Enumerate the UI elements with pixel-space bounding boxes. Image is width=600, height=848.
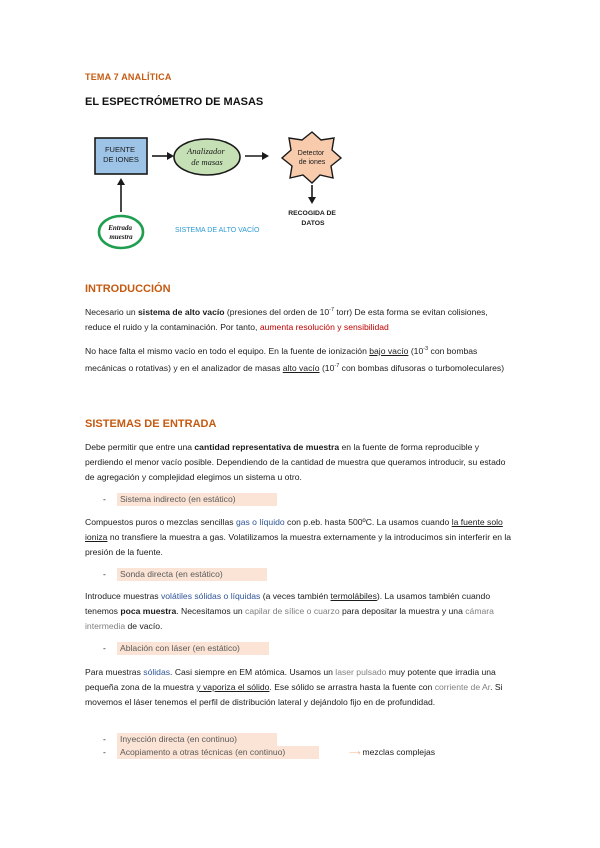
svg-text:RECOGIDA DE DATOS [288,210,338,227]
svg-text:Analizador de masas [186,146,227,167]
course-label: TEMA 7 ANALÍTICA [85,72,172,82]
intro-paragraph-2: No hace falta el mismo vacío en todo el equipo. En la fuente de ionización bajo vacío ($10^{-3}$ con bombas mecánicas o rotativas) y en el analizador de masas alto vacío ($10^{-7}$ con bombas difusoras o turbomoleculares) [85,346,505,373]
mezclas-note: ⟶ mezclas complejas [349,747,436,757]
detector-label-2: de iones [298,159,326,166]
entrada-circle [99,216,143,248]
sistemas-paragraph-2: Compuestos puros o mezclas sencillas gas o líquido con p.eb. hasta 500ºC. La usamos cuando la fuente solo ioniza no transfiere la muestra a gas. Volatilizamos la muestra externamente y la introducimos sin interferir en la presión de la fuente. [85,517,512,557]
intro-paragraph-1: Necesario un sistema de alto vacío (presiones del orden de $10^{-7}$ torr) De esta forma se evitan colisiones, reduce el ruido y la contaminación. Por tanto, aumenta resolución y sensibilidad [85,307,488,332]
highlight-red-text: aumenta resolución y sensibilidad [259,322,389,332]
entrada-label-1: Entrada [108,224,132,232]
fuente-label-2: DE IONES [103,155,139,164]
analizador-label-1: Analizador [187,146,225,156]
fuente-label-1: FUENTE [104,145,135,154]
detector-star [282,132,341,183]
list-item: - Sonda directa (en estático) [103,568,267,581]
page-title: EL ESPECTRÓMETRO DE MASAS [85,96,264,108]
heading-sistemas-entrada: SISTEMAS DE ENTRADA [85,418,217,430]
sistemas-paragraph-1: Debe permitir que entre una cantidad representativa de muestra en la fuente de forma reproducible y perdiendo el menor vacío posible. Dependiendo de la cantidad de muestra que queramos introducir, su estado de agregación y complejidad elegimos un sistema u otro. [85,442,506,482]
vacio-label: SISTEMA DE ALTO VACÍO [175,227,260,234]
arrow-icon: ⟶ [349,748,361,757]
entrada-label-2: muestra [109,233,133,241]
list-item: - Acopiamento a otras técnicas (en continuo) ⟶ mezclas complejas [103,747,436,757]
detector-label-1: Detector [297,150,325,157]
svg-text:FUENTE DE IONES [103,145,139,164]
sistemas-paragraph-3: Introduce muestras volátiles sólidas o líquidas (a veces también termolábiles). La usamos también cuando tenemos poca muestra. Necesitamos un capilar de sílice o cuarzo para depositar la muestra y una cámara intermedia de vacío. [85,591,494,631]
mass-spectrometer-diagram [85,122,355,257]
list-item: - Ablación con láser (en estático) [103,642,269,655]
heading-introduccion: INTRODUCCIÓN [85,283,171,295]
recogida-label-1: RECOGIDA DE [288,210,336,217]
recogida-label-2: DATOS [301,220,325,227]
analizador-label-2: de masas [191,157,223,167]
list-item: - Sistema indirecto (en estático) [103,493,277,506]
svg-text:Entrada muestra [107,224,133,241]
list-item: - Inyección directa (en continuo) [103,733,277,746]
sistemas-paragraph-4: Para muestras sólidas. Casi siempre en EM atómica. Usamos un laser pulsado muy potente que irradia una pequeña zona de la muestra y vaporiza el sólido. Ese sólido se arrastra hasta la fuente con corriente de Ar. Si movemos el láser tenemos el perfil de distribución lateral y dejándolo fijo en de profundidad. [85,667,503,707]
